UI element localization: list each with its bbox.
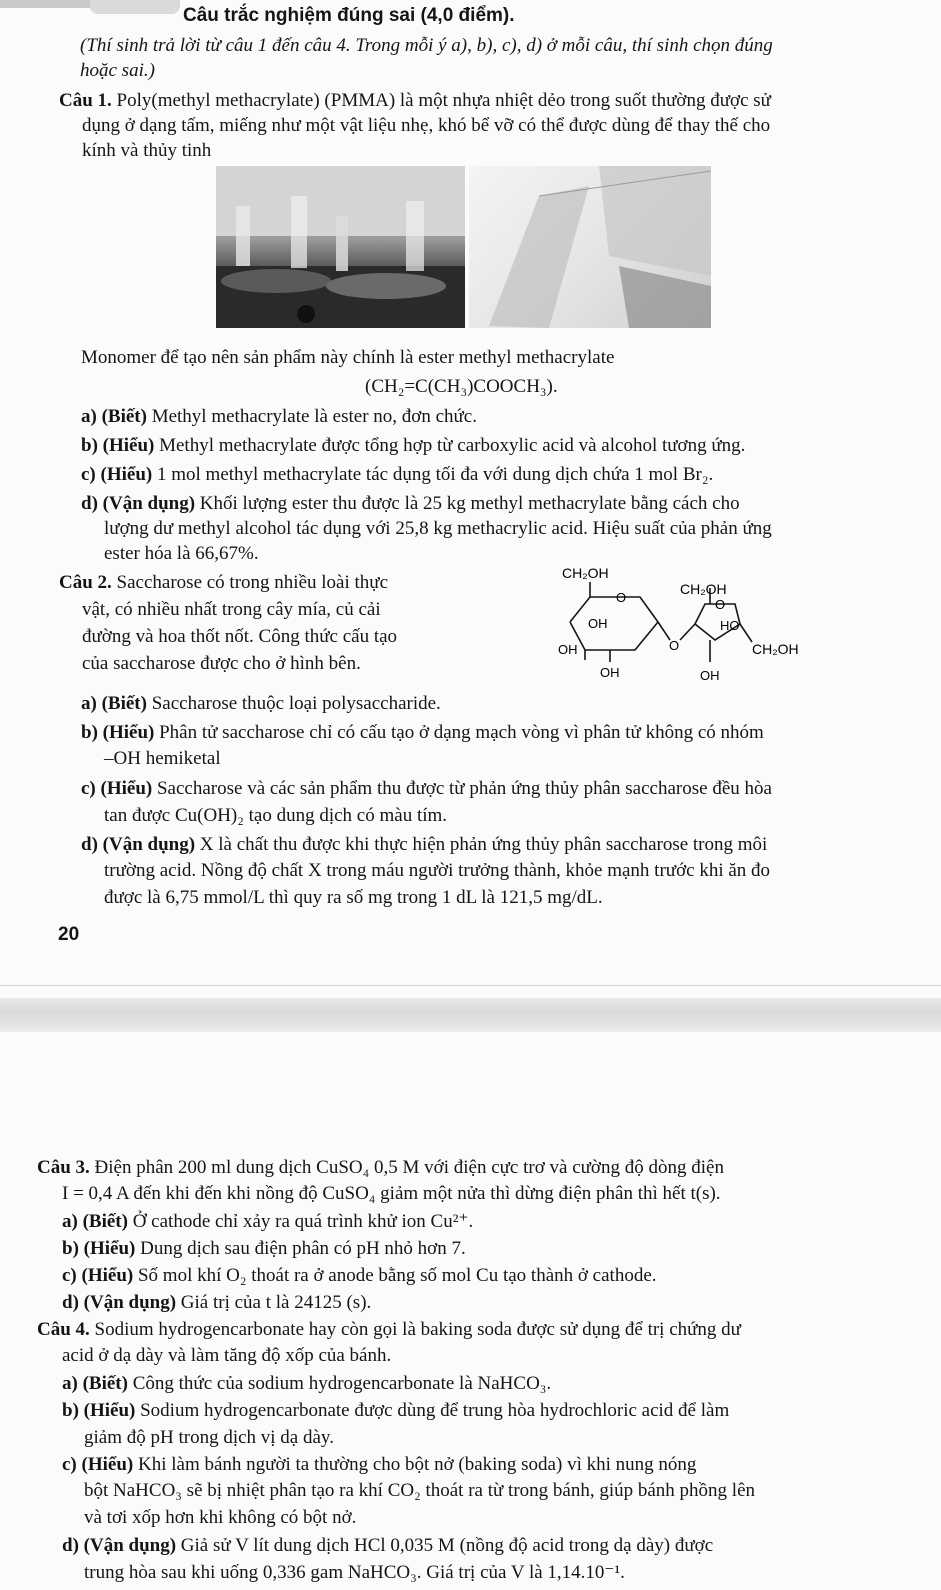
q1-option-c: c) (Hiểu) 1 mol methyl methacrylate tác dụng tối đa với dung dịch chứa 1 mol Br₂. bbox=[81, 464, 714, 485]
section-title: Câu trắc nghiệm đúng sai (4,0 điểm). bbox=[183, 5, 515, 26]
photo-acrylic-sheets bbox=[469, 166, 711, 328]
q1-intro-3: kính và thủy tinh bbox=[82, 140, 212, 161]
q3-option-c: c) (Hiểu) Số mol khí O₂ thoát ra ở anode bằng số mol Cu tạo thành ở cathode. bbox=[62, 1265, 657, 1286]
q3-option-a: a) (Biết) Ở cathode chỉ xảy ra quá trình khử ion Cu²⁺. bbox=[62, 1211, 474, 1232]
q4-option-b-line-2: giảm độ pH trong dịch vị dạ dày. bbox=[84, 1427, 334, 1448]
q2-option-d-line-3: được là 6,75 mmol/L thì quy ra số mg trong 1 dL là 121,5 mg/dL. bbox=[104, 887, 603, 908]
q1-intro-1: Câu 1. Poly(methyl methacrylate) (PMMA) là một nhựa nhiệt dẻo trong suốt thường được sử bbox=[59, 90, 771, 111]
q1-intro-2: dụng ở dạng tấm, miếng như một vật liệu nhẹ, khó bể vỡ có thể được dùng để thay thế cho bbox=[82, 115, 771, 136]
ch2oh-2-label: CH₂OH bbox=[680, 581, 727, 597]
instructions-line-2: hoặc sai.) bbox=[80, 60, 155, 81]
q2-intro-4: của saccharose được cho ở hình bên. bbox=[82, 653, 361, 674]
q4-intro-2: acid ở dạ dày và làm tăng độ xốp của bánh. bbox=[62, 1345, 392, 1366]
q1-option-a: a) (Biết) Methyl methacrylate là ester no, đơn chức. bbox=[81, 406, 477, 427]
q3-option-b: b) (Hiểu) Dung dịch sau điện phân có pH nhỏ hơn 7. bbox=[62, 1238, 466, 1259]
q4-option-b-line-1: b) (Hiểu) Sodium hydrogencarbonate được dùng để trung hòa hydrochloric acid để làm bbox=[62, 1400, 730, 1421]
q4-option-d-line-1: d) (Vận dụng) Giả sử V lít dung dịch HCl 0,035 M (nồng độ acid trong dạ dày) được bbox=[62, 1535, 714, 1556]
q2-intro-2: vật, có nhiều nhất trong cây mía, củ cải bbox=[82, 599, 381, 620]
q2-intro-1: Câu 2. Saccharose có trong nhiều loài thực bbox=[59, 572, 389, 593]
q1-option-d-line-1: d) (Vận dụng) Khối lượng ester thu được là 25 kg methyl methacrylate bằng cách cho bbox=[81, 493, 740, 514]
q4-option-a: a) (Biết) Công thức của sodium hydrogencarbonate là NaHCO₃. bbox=[62, 1373, 552, 1394]
page-bottom-rule bbox=[0, 985, 941, 986]
q2-option-d-line-2: trường acid. Nồng độ chất X trong máu người trưởng thành, khỏe mạnh trước khi ăn đo bbox=[104, 860, 771, 881]
oh-bottom-1-label: OH bbox=[600, 665, 620, 680]
page-gap bbox=[0, 998, 941, 1032]
q2-intro-3: đường và hoa thốt nốt. Công thức cấu tạo bbox=[82, 626, 398, 647]
q4-option-d-line-2: trung hòa sau khi uống 0,336 gam NaHCO₃. Giá trị của V là 1,14.10⁻¹. bbox=[84, 1562, 625, 1583]
q4-option-c-line-3: và tơi xốp hơn khi không có bột nở. bbox=[84, 1507, 357, 1528]
q1-option-d-line-3: ester hóa là 66,67%. bbox=[104, 543, 259, 564]
q1-monomer: Monomer để tạo nên sản phẩm này chính là ester methyl methacrylate bbox=[81, 347, 615, 368]
instructions-line-1: (Thí sinh trả lời từ câu 1 đến câu 4. Trong mỗi ý a), b), c), d) ở mỗi câu, thí sinh chọn đúng bbox=[80, 35, 773, 56]
photo-acrylic-tableware bbox=[216, 166, 465, 328]
q2-option-a: a) (Biết) Saccharose thuộc loại polysaccharide. bbox=[81, 693, 441, 714]
q2-option-b-line-2: –OH hemiketal bbox=[104, 748, 221, 769]
page-number: 20 bbox=[58, 924, 80, 945]
oh-left-label: OH bbox=[558, 642, 578, 657]
q1-option-d-line-2: lượng dư methyl alcohol tác dụng với 25,8 kg methacrylic acid. Hiệu suất của phản ứng bbox=[104, 518, 772, 539]
oh-top-label: OH bbox=[588, 616, 608, 631]
q4-option-c-line-2: bột NaHCO₃ sẽ bị nhiệt phân tạo ra khí CO₂ thoát ra từ trong bánh, giúp bánh phồng lên bbox=[84, 1480, 756, 1501]
q3-intro-1: Câu 3. Điện phân 200 ml dung dịch CuSO₄ 0,5 M với điện cực trơ và cường độ dòng điện bbox=[37, 1157, 724, 1178]
q2-option-c-line-1: c) (Hiểu) Saccharose và các sản phẩm thu được từ phản ứng thủy phân saccharose đều hòa bbox=[81, 778, 772, 799]
q3-intro-2: I = 0,4 A đến khi đến khi nồng độ CuSO₄ giảm một nửa thì dừng điện phân thì hết t(s). bbox=[62, 1183, 721, 1204]
q2-option-c-line-2: tan được Cu(OH)₂ tạo dung dịch có màu tím. bbox=[104, 805, 448, 826]
q1-formula: (CH₂=C(CH₃)COOCH₃). bbox=[365, 376, 558, 397]
scan-edge-tab bbox=[90, 0, 180, 14]
q1-option-b: b) (Hiểu) Methyl methacrylate được tổng hợp từ carboxylic acid và alcohol tương ứng. bbox=[81, 435, 746, 456]
ch2oh-right-label: CH₂OH bbox=[752, 641, 799, 657]
o-2-label: O bbox=[715, 597, 726, 612]
oh-bottom-2-label: OH bbox=[700, 668, 720, 683]
o-1-label: O bbox=[616, 590, 627, 605]
q3-option-d: d) (Vận dụng) Giá trị của t là 24125 (s). bbox=[62, 1292, 372, 1313]
ho-label: HO bbox=[720, 618, 740, 633]
o-bridge-label: O bbox=[669, 638, 680, 653]
q2-option-b-line-1: b) (Hiểu) Phân tử saccharose chỉ có cấu tạo ở dạng mạch vòng vì phân tử không có nhóm bbox=[81, 722, 764, 743]
q2-option-d-line-1: d) (Vận dụng) X là chất thu được khi thực hiện phản ứng thủy phân saccharose trong môi bbox=[81, 834, 768, 855]
saccharose-structure bbox=[530, 562, 830, 687]
q4-intro-1: Câu 4. Sodium hydrogencarbonate hay còn gọi là baking soda được sử dụng để trị chứng dư bbox=[37, 1319, 741, 1340]
q4-option-c-line-1: c) (Hiểu) Khi làm bánh người ta thường cho bột nở (baking soda) vì khi nung nóng bbox=[62, 1454, 697, 1475]
ch2oh-1-label: CH₂OH bbox=[562, 565, 609, 581]
